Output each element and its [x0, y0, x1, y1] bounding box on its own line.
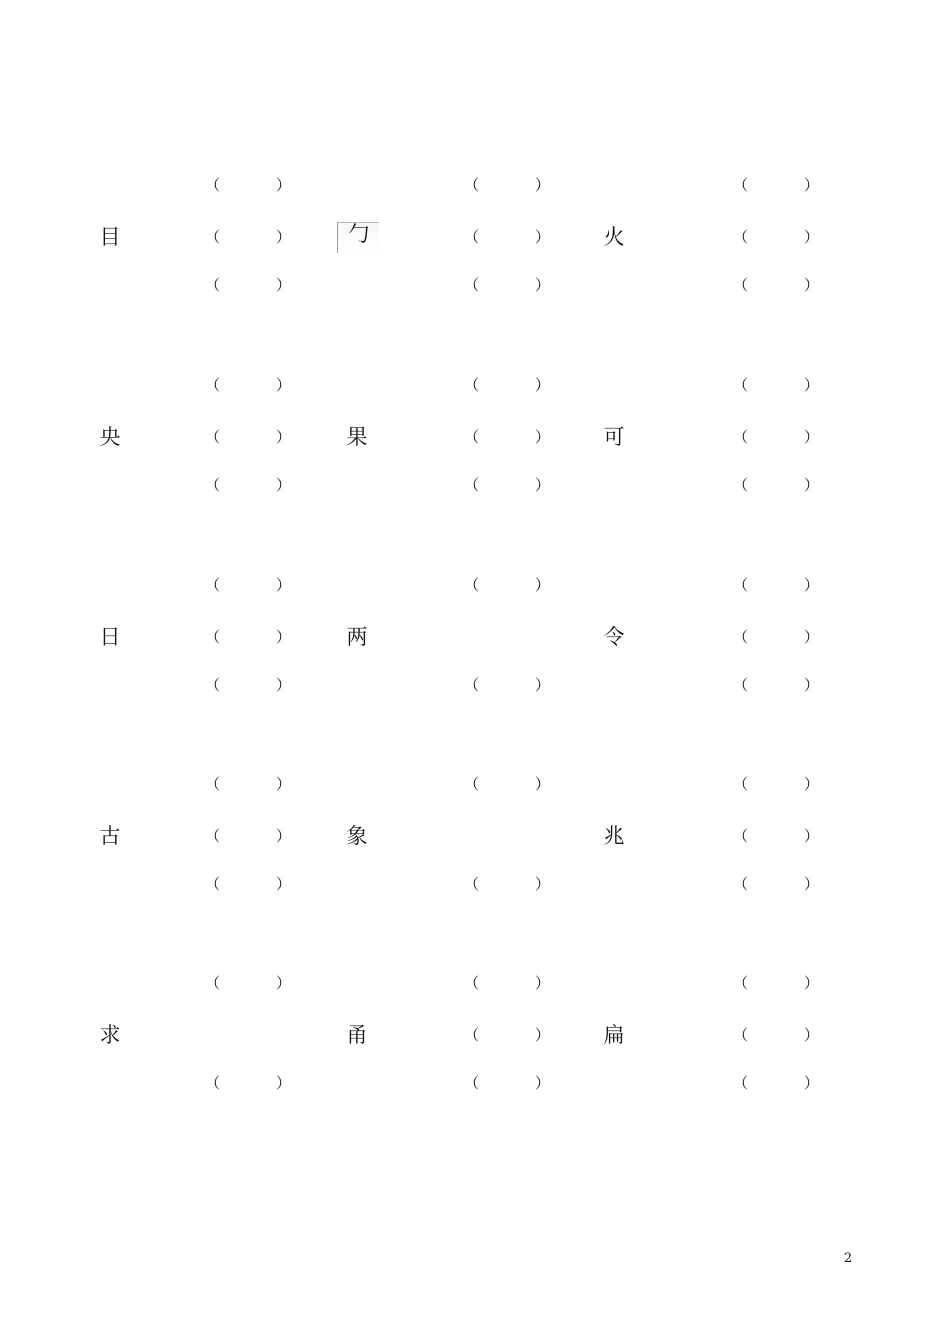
answer-blank[interactable]: [205, 670, 291, 700]
answer-blank[interactable]: [205, 1068, 291, 1098]
open-paren: （: [464, 974, 480, 992]
answer-row: [0, 1068, 950, 1098]
base-character: 古: [99, 824, 121, 848]
answer-blank[interactable]: [733, 370, 819, 400]
answer-blank[interactable]: [464, 570, 550, 600]
open-paren: （: [733, 676, 749, 694]
base-character: 甬: [346, 1023, 368, 1047]
open-paren: （: [464, 476, 480, 494]
close-paren: ）: [803, 1074, 819, 1092]
answer-blank[interactable]: [733, 622, 819, 652]
answer-blank[interactable]: [733, 570, 819, 600]
character-group: [0, 767, 950, 987]
answer-blank[interactable]: [733, 1068, 819, 1098]
answer-blank[interactable]: [464, 968, 550, 998]
close-paren: ）: [534, 875, 550, 893]
open-paren: （: [205, 775, 221, 793]
base-character: 求: [99, 1023, 121, 1047]
answer-row: [0, 270, 950, 300]
close-paren: ）: [275, 974, 291, 992]
close-paren: ）: [534, 1074, 550, 1092]
open-paren: （: [464, 1026, 480, 1044]
close-paren: ）: [803, 1026, 819, 1044]
open-paren: （: [205, 476, 221, 494]
close-paren: ）: [803, 628, 819, 646]
answer-blank[interactable]: [464, 370, 550, 400]
open-paren: （: [205, 228, 221, 246]
answer-blank[interactable]: [205, 370, 291, 400]
base-character: 兆: [603, 824, 625, 848]
close-paren: ）: [803, 875, 819, 893]
answer-row: [0, 769, 950, 799]
close-paren: ）: [534, 775, 550, 793]
answer-blank[interactable]: [733, 670, 819, 700]
character-group: [0, 966, 950, 1186]
base-character: 日: [99, 625, 121, 649]
open-paren: （: [205, 376, 221, 394]
open-paren: （: [464, 1074, 480, 1092]
base-character: 火: [603, 225, 625, 249]
answer-blank[interactable]: [205, 422, 291, 452]
answer-row: [0, 869, 950, 899]
open-paren: （: [205, 576, 221, 594]
close-paren: ）: [275, 476, 291, 494]
base-character: 央: [99, 425, 121, 449]
answer-blank[interactable]: [205, 570, 291, 600]
open-paren: （: [205, 176, 221, 194]
close-paren: ）: [803, 827, 819, 845]
open-paren: （: [733, 628, 749, 646]
open-paren: （: [733, 1026, 749, 1044]
page-number: 2: [843, 1251, 853, 1266]
answer-blank[interactable]: [733, 968, 819, 998]
close-paren: ）: [275, 875, 291, 893]
answer-blank[interactable]: [464, 769, 550, 799]
answer-blank[interactable]: [205, 869, 291, 899]
answer-blank[interactable]: [205, 170, 291, 200]
close-paren: ）: [275, 1074, 291, 1092]
answer-row: [0, 422, 950, 452]
close-paren: ）: [534, 176, 550, 194]
open-paren: （: [733, 576, 749, 594]
answer-blank[interactable]: [205, 270, 291, 300]
open-paren: （: [205, 827, 221, 845]
close-paren: ）: [803, 476, 819, 494]
answer-blank[interactable]: [733, 470, 819, 500]
close-paren: ）: [275, 228, 291, 246]
answer-blank[interactable]: [733, 869, 819, 899]
close-paren: ）: [275, 176, 291, 194]
answer-blank[interactable]: [464, 1020, 550, 1050]
answer-blank[interactable]: [464, 869, 550, 899]
answer-row: [0, 1020, 950, 1050]
close-paren: ）: [534, 676, 550, 694]
answer-blank[interactable]: [733, 821, 819, 851]
close-paren: ）: [534, 476, 550, 494]
close-paren: ）: [275, 576, 291, 594]
open-paren: （: [205, 628, 221, 646]
open-paren: （: [464, 875, 480, 893]
answer-blank[interactable]: [733, 170, 819, 200]
character-group: [0, 168, 950, 388]
open-paren: （: [733, 276, 749, 294]
answer-row: [0, 821, 950, 851]
answer-row: [0, 222, 950, 252]
base-character: 目: [99, 225, 121, 249]
open-paren: （: [205, 974, 221, 992]
answer-blank[interactable]: [205, 222, 291, 252]
answer-blank[interactable]: [464, 470, 550, 500]
open-paren: （: [733, 176, 749, 194]
answer-row: [0, 170, 950, 200]
base-character: 果: [346, 425, 368, 449]
close-paren: ）: [534, 276, 550, 294]
open-paren: （: [205, 276, 221, 294]
answer-row: [0, 968, 950, 998]
open-paren: （: [464, 676, 480, 694]
answer-blank[interactable]: [464, 222, 550, 252]
answer-row: [0, 470, 950, 500]
close-paren: ）: [534, 228, 550, 246]
base-character: 可: [603, 425, 625, 449]
answer-blank[interactable]: [733, 769, 819, 799]
close-paren: ）: [534, 974, 550, 992]
close-paren: ）: [803, 576, 819, 594]
open-paren: （: [205, 1074, 221, 1092]
close-paren: ）: [275, 827, 291, 845]
answer-blank[interactable]: [464, 1068, 550, 1098]
character-group: [0, 368, 950, 588]
answer-blank[interactable]: [464, 170, 550, 200]
close-paren: ）: [803, 376, 819, 394]
close-paren: ）: [803, 276, 819, 294]
close-paren: ）: [803, 176, 819, 194]
answer-blank[interactable]: [205, 470, 291, 500]
open-paren: （: [733, 428, 749, 446]
close-paren: ）: [803, 428, 819, 446]
answer-blank[interactable]: [464, 670, 550, 700]
answer-row: [0, 670, 950, 700]
open-paren: （: [733, 827, 749, 845]
open-paren: （: [733, 228, 749, 246]
close-paren: ）: [275, 428, 291, 446]
close-paren: ）: [275, 628, 291, 646]
close-paren: ）: [275, 775, 291, 793]
open-paren: （: [733, 476, 749, 494]
close-paren: ）: [275, 376, 291, 394]
answer-blank[interactable]: [205, 968, 291, 998]
answer-blank[interactable]: [464, 270, 550, 300]
answer-blank[interactable]: [733, 422, 819, 452]
answer-blank[interactable]: [205, 821, 291, 851]
answer-row: [0, 570, 950, 600]
close-paren: ）: [803, 974, 819, 992]
open-paren: （: [733, 376, 749, 394]
answer-row: [0, 370, 950, 400]
answer-blank[interactable]: [733, 222, 819, 252]
close-paren: ）: [275, 276, 291, 294]
base-character: 两: [346, 625, 368, 649]
answer-blank[interactable]: [205, 622, 291, 652]
answer-blank[interactable]: [733, 1020, 819, 1050]
open-paren: （: [464, 276, 480, 294]
open-paren: （: [205, 875, 221, 893]
base-character: 扁: [603, 1023, 625, 1047]
open-paren: （: [464, 428, 480, 446]
open-paren: （: [464, 576, 480, 594]
close-paren: ）: [534, 428, 550, 446]
close-paren: ）: [803, 775, 819, 793]
close-paren: ）: [803, 676, 819, 694]
open-paren: （: [205, 428, 221, 446]
character-group: [0, 568, 950, 788]
close-paren: ）: [275, 676, 291, 694]
open-paren: （: [464, 376, 480, 394]
close-paren: ）: [534, 1026, 550, 1044]
open-paren: （: [733, 775, 749, 793]
open-paren: （: [464, 228, 480, 246]
answer-blank[interactable]: [205, 769, 291, 799]
close-paren: ）: [534, 376, 550, 394]
base-character: 令: [603, 625, 625, 649]
open-paren: （: [205, 676, 221, 694]
open-paren: （: [464, 176, 480, 194]
open-paren: （: [733, 974, 749, 992]
answer-blank[interactable]: [464, 422, 550, 452]
close-paren: ）: [534, 576, 550, 594]
answer-blank[interactable]: [733, 270, 819, 300]
open-paren: （: [733, 1074, 749, 1092]
answer-row: [0, 622, 950, 652]
open-paren: （: [733, 875, 749, 893]
base-character: 象: [346, 824, 368, 848]
base-character: ⼓: [337, 222, 379, 253]
open-paren: （: [464, 775, 480, 793]
close-paren: ）: [803, 228, 819, 246]
